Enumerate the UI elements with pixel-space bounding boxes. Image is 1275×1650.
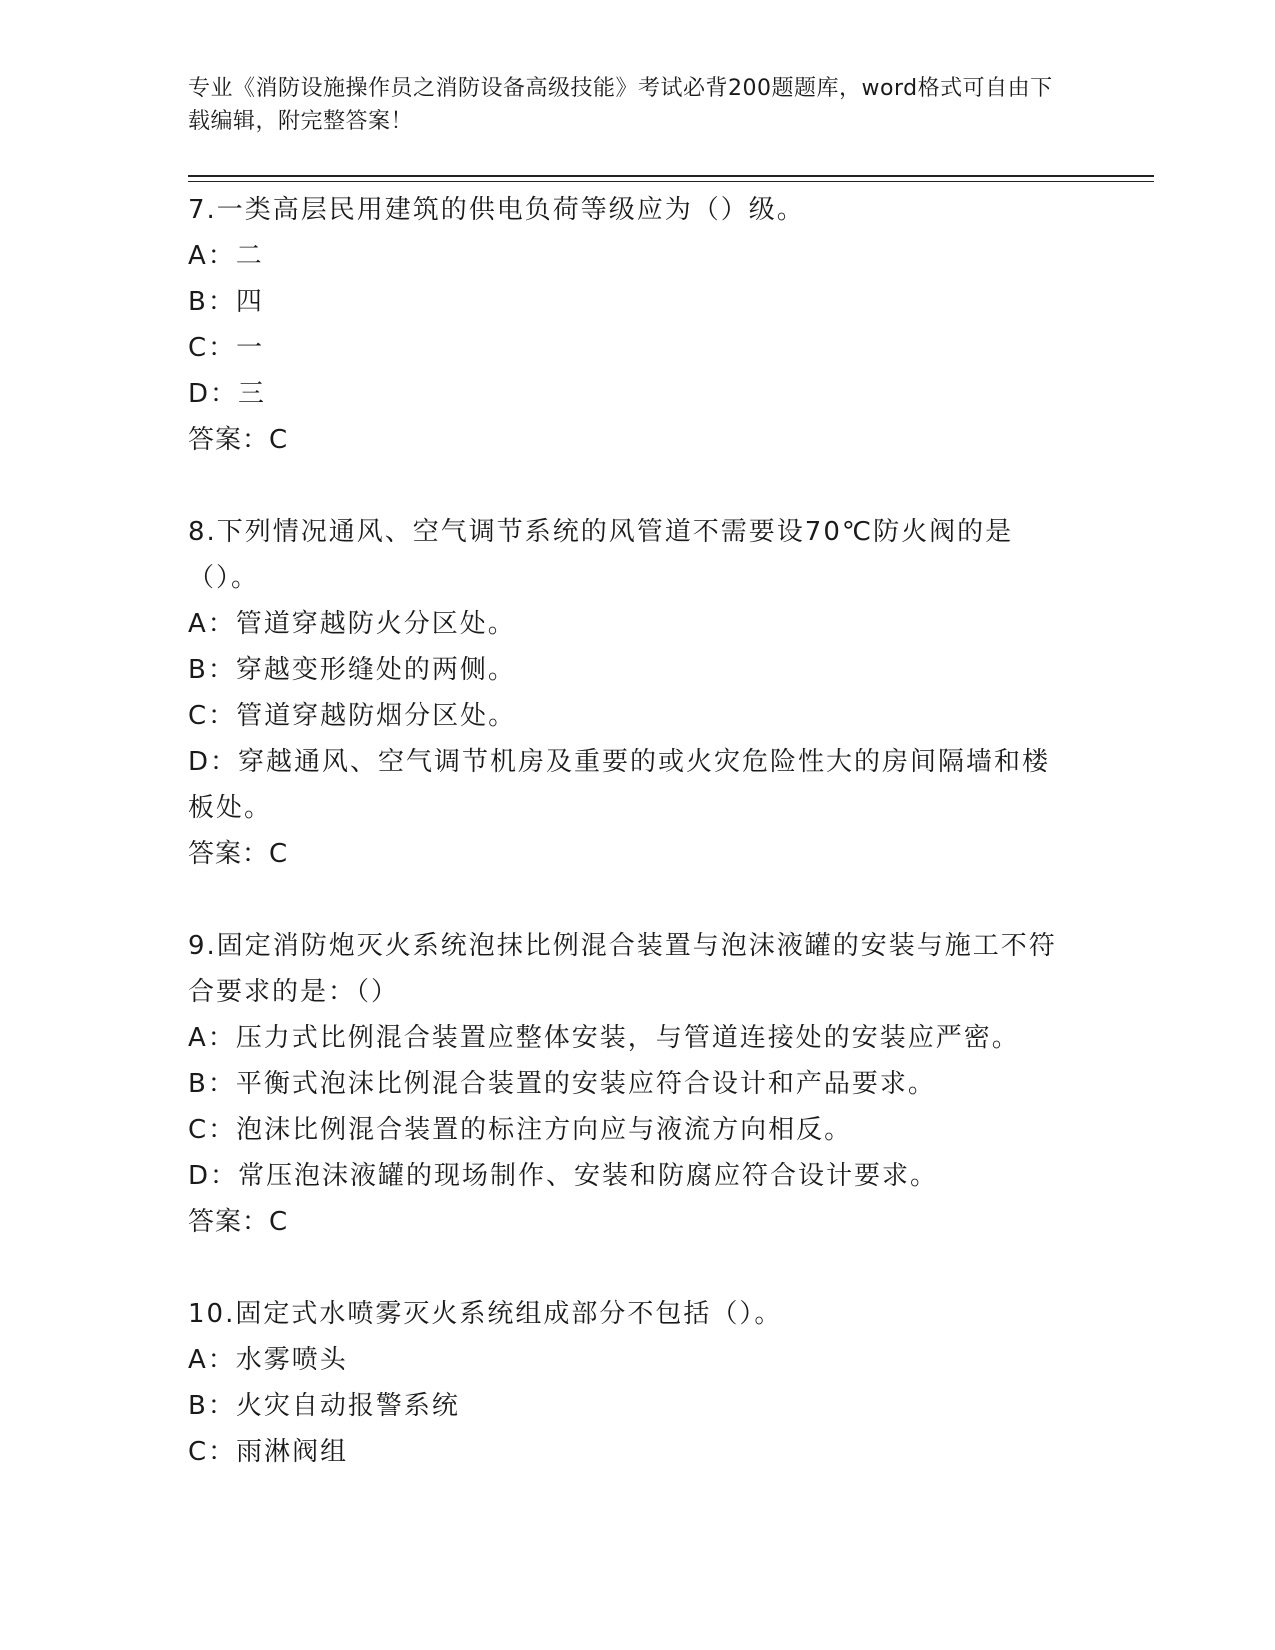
question-7: [188, 187, 1078, 463]
option-b: B：四: [188, 287, 264, 317]
option-b: B：火灾自动报警系统: [188, 1391, 460, 1421]
option-d: D：穿越通风、空气调节机房及重要的或火灾危险性大的房间隔墙和楼板处。: [188, 747, 1051, 823]
option-b: B：穿越变形缝处的两侧。: [188, 655, 516, 685]
question-stem: 7.一类高层民用建筑的供电负荷等级应为（）级。: [188, 195, 805, 225]
document-header: 专业《消防设施操作员之消防设备高级技能》考试必背200题题库，word格式可自由下载编辑，附完整答案！: [188, 76, 1053, 134]
question-stem: 9.固定消防炮灭火系统泡抹比例混合装置与泡沫液罐的安装与施工不符合要求的是：（）: [188, 931, 1057, 1007]
option-c: C：泡沫比例混合装置的标注方向应与液流方向相反。: [188, 1115, 853, 1145]
option-c: C：一: [188, 333, 265, 363]
option-a: A：压力式比例混合装置应整体安装，与管道连接处的安装应严密。: [188, 1023, 1020, 1053]
option-a: A：管道穿越防火分区处。: [188, 609, 516, 639]
header-divider: [188, 175, 1154, 177]
option-b: B：平衡式泡沫比例混合装置的安装应符合设计和产品要求。: [188, 1069, 936, 1099]
option-c: C：管道穿越防烟分区处。: [188, 701, 517, 731]
question-8: [188, 509, 1078, 877]
option-a: A：二: [188, 241, 264, 271]
question-list: [188, 187, 1078, 1475]
answer: 答案：C: [188, 1207, 289, 1237]
question-9: [188, 923, 1078, 1245]
option-a: A：水雾喷头: [188, 1345, 348, 1375]
option-d: D：三: [188, 379, 267, 409]
answer: 答案：C: [188, 425, 289, 455]
option-d: D：常压泡沫液罐的现场制作、安装和防腐应符合设计要求。: [188, 1161, 939, 1191]
option-c: C：雨淋阀组: [188, 1437, 349, 1467]
question-stem: 8.下列情况通风、空气调节系统的风管道不需要设70℃防火阀的是（）。: [188, 517, 1014, 593]
question-stem: 10.固定式水喷雾灭火系统组成部分不包括（）。: [188, 1299, 783, 1329]
answer: 答案：C: [188, 839, 289, 869]
question-10: [188, 1291, 1078, 1475]
header-divider-thin: [188, 181, 1154, 182]
